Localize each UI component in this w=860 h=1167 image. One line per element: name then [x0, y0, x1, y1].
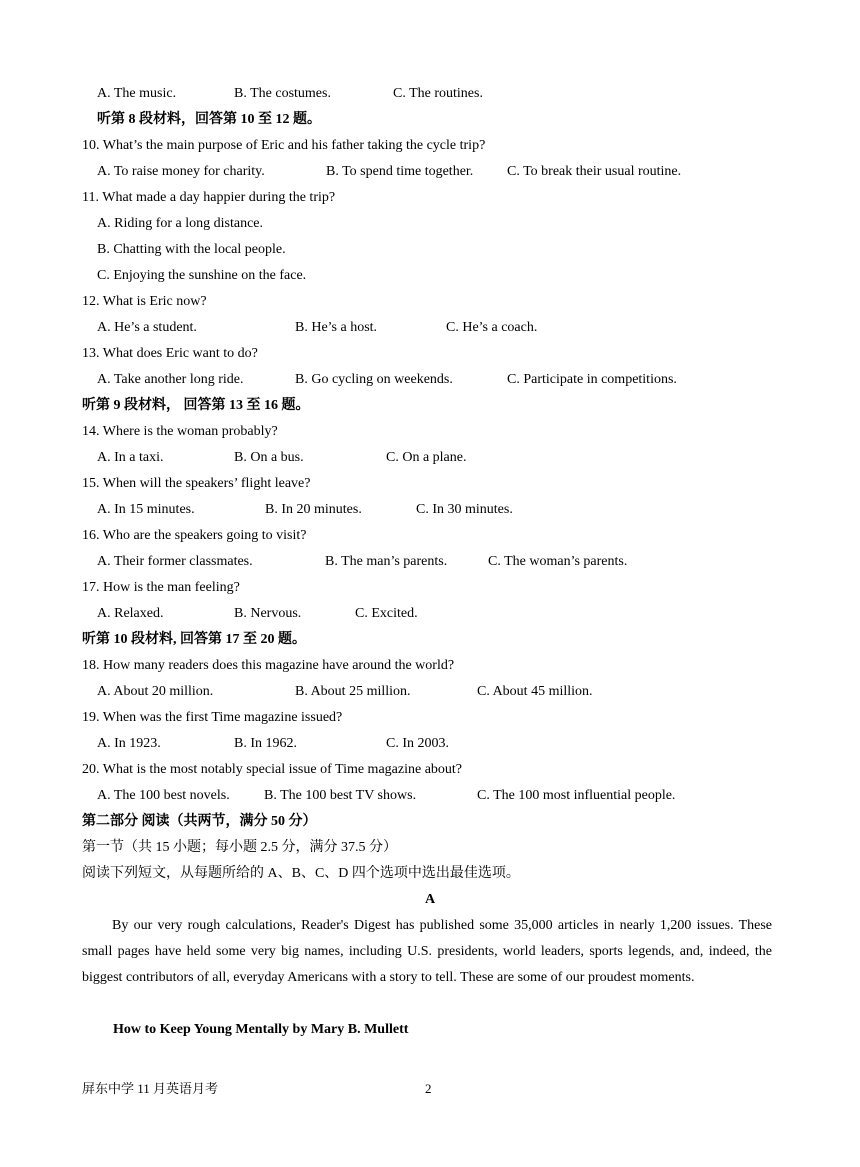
- section9-header: 听第 9 段材料， 回答第 13 至 16 题。: [82, 398, 310, 413]
- question-15: 15. When will the speakers’ flight leave?: [82, 476, 311, 491]
- q10-option-b: B. To spend time together.: [326, 164, 474, 179]
- q20-option-a: A. The 100 best novels.: [97, 788, 230, 803]
- q13-option-c: C. Participate in competitions.: [507, 372, 677, 387]
- q15-option-a: A. In 15 minutes.: [97, 502, 195, 517]
- q18-option-c: C. About 45 million.: [477, 684, 593, 699]
- q17-option-a: A. Relaxed.: [97, 606, 164, 621]
- q20-option-b: B. The 100 best TV shows.: [264, 788, 417, 803]
- q14-option-a: A. In a taxi.: [97, 450, 164, 465]
- question-17: 17. How is the man feeling?: [82, 580, 240, 595]
- q16-option-b: B. The man’s parents.: [325, 554, 448, 569]
- q11-option-c: C. Enjoying the sunshine on the face.: [97, 268, 307, 283]
- page-number: 2: [425, 1081, 432, 1096]
- q18-option-b: B. About 25 million.: [295, 684, 411, 699]
- question-20: 20. What is the most notably special issue of Time magazine about?: [82, 762, 463, 777]
- q10-option-c: C. To break their usual routine.: [507, 164, 682, 179]
- q18-option-a: A. About 20 million.: [97, 684, 214, 699]
- q17-option-b: B. Nervous.: [234, 606, 302, 621]
- q14-option-c: C. On a plane.: [386, 450, 467, 465]
- section10-header: 听第 10 段材料, 回答第 17 至 20 题。: [82, 632, 306, 647]
- q9-option-b: B. The costumes.: [234, 86, 331, 101]
- passage-paragraph: By our very rough calculations, Reader's Digest has published some 35,000 articles in nearly 1,200 issues. These small pages have held some very big names, including U.S. presidents, world leaders, sports legends, and, indeed, the biggest contributors of all, everyday Americans with a story to tell. These are some of our proudest moments.: [82, 918, 772, 985]
- article-title: How to Keep Young Mentally by Mary B. Mullett: [113, 1022, 409, 1037]
- footer-school: 屏东中学 11 月英语月考: [82, 1081, 219, 1096]
- q12-option-c: C. He’s a coach.: [446, 320, 538, 335]
- q11-option-b: B. Chatting with the local people.: [97, 242, 286, 257]
- q20-option-c: C. The 100 most influential people.: [477, 788, 676, 803]
- question-10: 10. What’s the main purpose of Eric and his father taking the cycle trip?: [82, 138, 486, 153]
- q9-option-a: A. The music.: [97, 86, 177, 101]
- q15-option-c: C. In 30 minutes.: [416, 502, 513, 517]
- question-12: 12. What is Eric now?: [82, 294, 207, 309]
- q16-option-c: C. The woman’s parents.: [488, 554, 628, 569]
- q11-option-a: A. Riding for a long distance.: [97, 216, 264, 231]
- q14-option-b: B. On a bus.: [234, 450, 304, 465]
- q12-option-a: A. He’s a student.: [97, 320, 197, 335]
- q9-option-c: C. The routines.: [393, 86, 483, 101]
- q12-option-b: B. He’s a host.: [295, 320, 378, 335]
- q16-option-a: A. Their former classmates.: [97, 554, 253, 569]
- passage-letter: A: [424, 892, 436, 907]
- question-16: 16. Who are the speakers going to visit?: [82, 528, 307, 543]
- q19-option-b: B. In 1962.: [234, 736, 297, 751]
- question-18: 18. How many readers does this magazine have around the world?: [82, 658, 455, 673]
- section8-header: 听第 8 段材料，回答第 10 至 12 题。: [97, 112, 321, 127]
- part2-subheader: 第一节（共 15 小题；每小题 2.5 分，满分 37.5 分）: [82, 840, 397, 855]
- q13-option-a: A. Take another long ride.: [97, 372, 244, 387]
- question-14: 14. Where is the woman probably?: [82, 424, 278, 439]
- q10-option-a: A. To raise money for charity.: [97, 164, 265, 179]
- question-13: 13. What does Eric want to do?: [82, 346, 258, 361]
- q15-option-b: B. In 20 minutes.: [265, 502, 362, 517]
- part2-instructions: 阅读下列短文，从每题所给的 A、B、C、D 四个选项中选出最佳选项。: [82, 866, 520, 881]
- part2-header: 第二部分 阅读（共两节，满分 50 分）: [82, 814, 317, 829]
- question-19: 19. When was the first Time magazine issued?: [82, 710, 343, 725]
- question-11: 11. What made a day happier during the trip?: [82, 190, 336, 205]
- q17-option-c: C. Excited.: [355, 606, 418, 621]
- q19-option-c: C. In 2003.: [386, 736, 449, 751]
- q19-option-a: A. In 1923.: [97, 736, 161, 751]
- q13-option-b: B. Go cycling on weekends.: [295, 372, 453, 387]
